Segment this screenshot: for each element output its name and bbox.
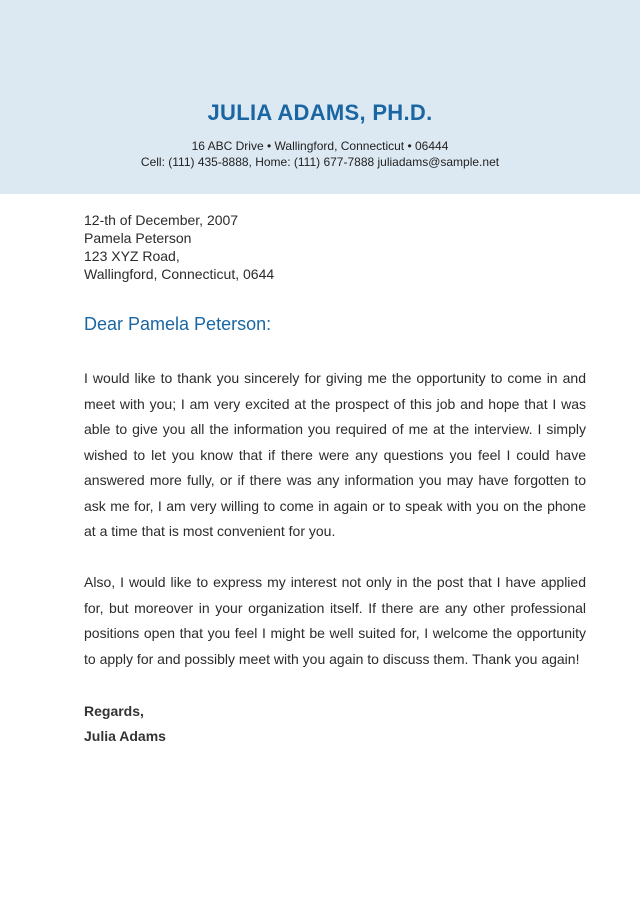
closing-block (84, 699, 586, 749)
salutation: Dear Pamela Peterson: (84, 314, 272, 334)
sender-name: JULIA ADAMS, PH.D. (207, 100, 433, 125)
recipient-city: Wallingford, Connecticut, 0644 (84, 266, 275, 282)
sender-address: 16 ABC Drive • Wallingford, Connecticut • 06444 (191, 139, 449, 153)
sender-contact: Cell: (111) 435-8888, Home: (111) 677-7888 juliadams@sample.net (140, 155, 500, 169)
body-paragraph-1: I would like to thank you sincerely for giving me the opportunity to come in and meet with you; I am very excited at the prospect of this job and hope that I was able to give you all the information you required of me at the interview. I simply wished to let you know that if there were any questions you feel I could have answered more fully, or if there was any information you may have forgotten to ask me for, I am very willing to come in again or to speak with you on the phone at a time that is most convenient for you. (84, 370, 586, 539)
recipient-name: Pamela Peterson (84, 230, 192, 246)
signature-name: Julia Adams (84, 728, 166, 744)
letter-date: 12-th of December, 2007 (84, 212, 239, 228)
recipient-street: 123 XYZ Road, (84, 248, 180, 264)
recipient-block (84, 211, 586, 283)
valediction: Regards, (84, 703, 144, 719)
body-paragraph-2: Also, I would like to express my interest not only in the post that I have applied for, but moreover in your organization itself. If there are any other professional positions open that you feel I might be well suited for, I welcome the opportunity to apply for and possibly meet with you again to discuss them. Thank you again! (84, 574, 586, 667)
